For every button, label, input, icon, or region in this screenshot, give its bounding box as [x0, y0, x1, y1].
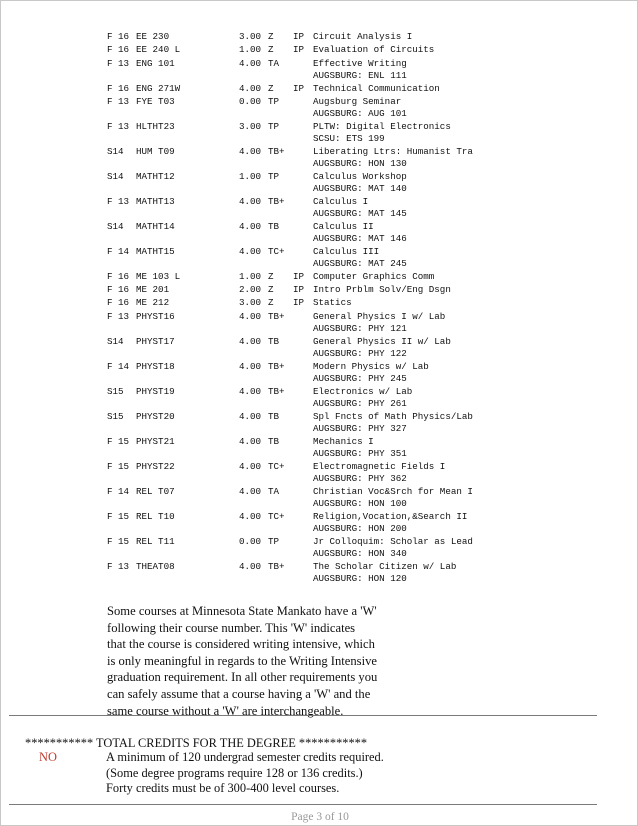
course-code: MATHT15: [136, 245, 175, 257]
course-grade: Z: [268, 31, 274, 42]
course-row: [107, 221, 507, 246]
course-equivalent: SCSU: ETS 199: [313, 132, 385, 144]
course-credits: 4.00: [239, 485, 262, 497]
course-row: [107, 58, 507, 83]
course-title: Calculus III: [313, 245, 380, 257]
course-row: [107, 271, 507, 284]
course-term: F 15: [107, 460, 130, 472]
course-credits: 4.00: [239, 82, 262, 94]
requirement-header: *********** TOTAL CREDITS FOR THE DEGREE ***********: [25, 736, 368, 750]
course-title: Calculus Workshop: [313, 170, 407, 182]
course-credits: 4.00: [239, 360, 262, 372]
course-code: EE 230: [136, 31, 170, 42]
course-title: Calculus II: [313, 220, 374, 232]
course-term: F 16: [107, 297, 130, 309]
course-title: Religion,Vocation,&Search II: [313, 510, 468, 522]
course-grade: TB: [268, 410, 280, 422]
course-row: [107, 284, 507, 297]
course-row: [107, 31, 507, 44]
course-grade: TA: [268, 485, 280, 497]
course-credits: 4.00: [239, 195, 262, 207]
course-credits: 1.00: [239, 170, 262, 182]
course-row: [107, 311, 507, 336]
note-line: can safely assume that a course having a 'W' and the: [107, 686, 371, 701]
course-grade: TC+: [268, 460, 285, 472]
requirement-status: NO: [39, 750, 57, 764]
course-title: Evaluation of Circuits: [313, 44, 435, 56]
course-grade: TC+: [268, 245, 285, 257]
course-row: [107, 121, 507, 146]
course-in-progress: IP: [293, 297, 305, 309]
course-term: S15: [107, 410, 124, 422]
course-credits: 0.00: [239, 535, 262, 547]
course-row: [107, 297, 507, 310]
course-equivalent: AUGSBURG: PHY 327: [313, 422, 407, 434]
course-grade: TA: [268, 57, 280, 69]
course-title: Statics: [313, 297, 352, 309]
note-line: following their course number. This 'W' indicates: [107, 620, 356, 635]
course-code: PHYST19: [136, 385, 175, 397]
course-credits: 4.00: [239, 335, 262, 347]
course-table: [107, 31, 507, 586]
note-line: Some courses at Minnesota State Mankato have a 'W': [107, 604, 377, 618]
course-grade: TB+: [268, 195, 285, 207]
course-credits: 4.00: [239, 385, 262, 397]
course-grade: Z: [268, 270, 274, 282]
course-title: General Physics II w/ Lab: [313, 335, 451, 347]
course-code: HUM T09: [136, 145, 175, 157]
course-equivalent: AUGSBURG: MAT 145: [313, 207, 407, 219]
course-grade: TB: [268, 435, 280, 447]
course-in-progress: IP: [293, 270, 305, 282]
course-code: ENG 101: [136, 57, 175, 69]
course-row: [107, 536, 507, 561]
course-in-progress: IP: [293, 82, 305, 94]
course-grade: TB: [268, 335, 280, 347]
course-title: Jr Colloquim: Scholar as Lead: [313, 535, 473, 547]
divider-top: [9, 715, 597, 716]
course-term: S14: [107, 220, 124, 232]
course-credits: 4.00: [239, 145, 262, 157]
course-code: PHYST21: [136, 435, 175, 447]
course-term: F 15: [107, 535, 130, 547]
course-title: Modern Physics w/ Lab: [313, 360, 429, 372]
course-code: REL T10: [136, 510, 175, 522]
course-term: F 16: [107, 284, 130, 296]
course-title: Liberating Ltrs: Humanist Tra: [313, 145, 473, 157]
course-row: [107, 386, 507, 411]
course-term: F 13: [107, 310, 130, 322]
course-title: Mechanics I: [313, 435, 374, 447]
note-line: same course without a 'W' are interchangeable.: [107, 703, 344, 718]
course-credits: 4.00: [239, 560, 262, 572]
course-code: ME 212: [136, 297, 170, 309]
course-term: F 13: [107, 195, 130, 207]
course-row: [107, 561, 507, 586]
course-equivalent: AUGSBURG: PHY 245: [313, 372, 407, 384]
course-code: PHYST16: [136, 310, 175, 322]
course-code: PHYST20: [136, 410, 175, 422]
course-credits: 4.00: [239, 57, 262, 69]
course-grade: TP: [268, 535, 280, 547]
course-term: F 13: [107, 120, 130, 132]
course-term: F 14: [107, 485, 130, 497]
course-equivalent: AUGSBURG: ENL 111: [313, 69, 407, 81]
course-equivalent: AUGSBURG: MAT 146: [313, 232, 407, 244]
course-code: MATHT13: [136, 195, 175, 207]
course-equivalent: AUGSBURG: PHY 362: [313, 472, 407, 484]
course-title: Christian Voc&Srch for Mean I: [313, 485, 473, 497]
course-grade: TP: [268, 120, 280, 132]
course-grade: Z: [268, 44, 274, 56]
course-title: Electronics w/ Lab: [313, 385, 413, 397]
course-code: EE 240 L: [136, 44, 181, 56]
divider-bottom: [9, 804, 597, 805]
course-term: F 15: [107, 510, 130, 522]
course-code: ENG 271W: [136, 82, 181, 94]
course-grade: Z: [268, 297, 274, 309]
course-row: [107, 411, 507, 436]
course-row: [107, 461, 507, 486]
course-equivalent: AUGSBURG: MAT 140: [313, 182, 407, 194]
course-equivalent: AUGSBURG: PHY 121: [313, 322, 407, 334]
course-title: Augsburg Seminar: [313, 95, 402, 107]
course-term: F 13: [107, 57, 130, 69]
course-grade: TB: [268, 220, 280, 232]
course-title: Electromagnetic Fields I: [313, 460, 446, 472]
course-grade: TB+: [268, 385, 285, 397]
course-row: [107, 436, 507, 461]
course-credits: 2.00: [239, 284, 262, 296]
course-credits: 4.00: [239, 460, 262, 472]
course-in-progress: IP: [293, 44, 305, 56]
course-title: Spl Fncts of Math Physics/Lab: [313, 410, 473, 422]
course-row: [107, 83, 507, 96]
course-term: S14: [107, 170, 124, 182]
course-code: REL T07: [136, 485, 175, 497]
course-grade: Z: [268, 82, 274, 94]
course-credits: 3.00: [239, 31, 262, 42]
course-term: F 16: [107, 44, 130, 56]
course-equivalent: AUGSBURG: HON 130: [313, 157, 407, 169]
requirement-line: Forty credits must be of 300-400 level courses.: [106, 781, 340, 795]
course-code: ME 201: [136, 284, 170, 296]
course-credits: 1.00: [239, 270, 262, 282]
course-in-progress: IP: [293, 31, 305, 42]
course-row: [107, 96, 507, 121]
course-term: F 14: [107, 245, 130, 257]
requirement-line: (Some degree programs require 128 or 136 credits.): [106, 765, 363, 780]
course-code: REL T11: [136, 535, 175, 547]
course-equivalent: AUGSBURG: PHY 351: [313, 447, 407, 459]
course-equivalent: AUGSBURG: HON 340: [313, 547, 407, 559]
course-code: MATHT12: [136, 170, 175, 182]
note-line: that the course is considered writing intensive, which: [107, 637, 375, 652]
course-code: PHYST17: [136, 335, 175, 347]
course-row: [107, 171, 507, 196]
course-row: [107, 44, 507, 57]
course-credits: 4.00: [239, 220, 262, 232]
course-row: [107, 486, 507, 511]
course-in-progress: IP: [293, 284, 305, 296]
course-grade: TB+: [268, 560, 285, 572]
course-credits: 3.00: [239, 297, 262, 309]
course-term: F 16: [107, 31, 130, 42]
course-code: THEAT08: [136, 560, 175, 572]
course-title: Technical Communication: [313, 82, 440, 94]
course-equivalent: AUGSBURG: PHY 261: [313, 397, 407, 409]
course-term: F 15: [107, 435, 130, 447]
course-grade: TC+: [268, 510, 285, 522]
course-term: F 13: [107, 95, 130, 107]
note-line: is only meaningful in regards to the Writing Intensive: [107, 653, 377, 668]
course-row: [107, 196, 507, 221]
course-row: [107, 511, 507, 536]
course-term: F 14: [107, 360, 130, 372]
course-grade: TP: [268, 95, 280, 107]
course-grade: TB+: [268, 360, 285, 372]
course-credits: 0.00: [239, 95, 262, 107]
course-equivalent: AUGSBURG: HON 200: [313, 522, 407, 534]
course-credits: 4.00: [239, 410, 262, 422]
course-title: Intro Prblm Solv/Eng Dsgn: [313, 284, 451, 296]
note-line: graduation requirement. In all other requirements you: [107, 670, 378, 685]
course-grade: TB+: [268, 310, 285, 322]
course-code: MATHT14: [136, 220, 175, 232]
course-term: S14: [107, 335, 124, 347]
course-equivalent: AUGSBURG: HON 120: [313, 572, 407, 584]
course-credits: 4.00: [239, 510, 262, 522]
course-equivalent: AUGSBURG: MAT 245: [313, 257, 407, 269]
course-row: [107, 361, 507, 386]
course-row: [107, 246, 507, 271]
page-number: Page 3 of 10: [291, 811, 349, 823]
course-term: S14: [107, 145, 124, 157]
course-grade: TP: [268, 170, 280, 182]
course-title: Computer Graphics Comm: [313, 270, 435, 282]
course-title: The Scholar Citizen w/ Lab: [313, 560, 457, 572]
writing-intensive-note: [107, 603, 407, 719]
course-code: FYE T03: [136, 95, 175, 107]
course-row: [107, 336, 507, 361]
requirement-description: [106, 750, 384, 797]
course-title: General Physics I w/ Lab: [313, 310, 446, 322]
course-grade: Z: [268, 284, 274, 296]
course-code: PHYST18: [136, 360, 175, 372]
course-term: F 16: [107, 82, 130, 94]
requirement-line: A minimum of 120 undergrad semester credits required.: [106, 750, 384, 764]
course-code: HLTHT23: [136, 120, 175, 132]
course-credits: 4.00: [239, 435, 262, 447]
course-equivalent: AUGSBURG: HON 100: [313, 497, 407, 509]
course-equivalent: AUGSBURG: AUG 101: [313, 107, 407, 119]
course-title: PLTW: Digital Electronics: [313, 120, 451, 132]
course-term: F 13: [107, 560, 130, 572]
course-term: F 16: [107, 270, 130, 282]
course-title: Effective Writing: [313, 57, 407, 69]
course-credits: 1.00: [239, 44, 262, 56]
course-code: ME 103 L: [136, 270, 181, 282]
course-credits: 4.00: [239, 310, 262, 322]
course-equivalent: AUGSBURG: PHY 122: [313, 347, 407, 359]
course-credits: 3.00: [239, 120, 262, 132]
course-title: Circuit Analysis I: [313, 31, 413, 42]
course-term: S15: [107, 385, 124, 397]
course-title: Calculus I: [313, 195, 369, 207]
course-row: [107, 146, 507, 171]
course-credits: 4.00: [239, 245, 262, 257]
course-grade: TB+: [268, 145, 285, 157]
course-code: PHYST22: [136, 460, 175, 472]
